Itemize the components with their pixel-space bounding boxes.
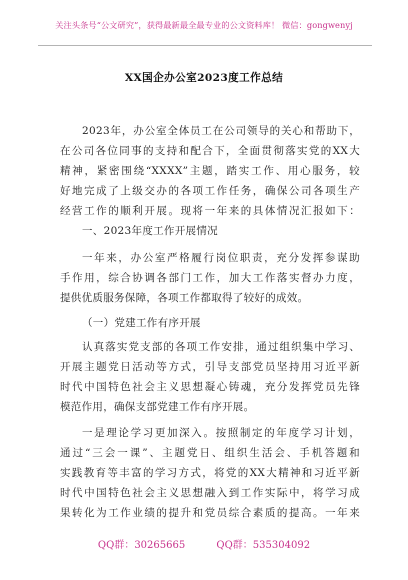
header-divider [38, 45, 372, 46]
paragraph-line: 在公司各位同事的支持和配合下，全面贯彻落实党的XX大 [60, 145, 360, 157]
paragraph-line: 一年来，办公室严格履行岗位职责，充分发挥参谋助 [82, 252, 360, 264]
section-heading: 一、2023年度工作开展情况 [82, 225, 218, 237]
header-notice: 关注头条号“公文研究”，获得最新最全最专业的公文资料库！ 微信：gongwenyj [55, 20, 353, 30]
paragraph-line: 提供优质服务保障，各项工作都取得了较好的成效。 [60, 292, 309, 304]
paragraph-line: 手作用，综合协调各部门工作，加大工作落实督办力度， [60, 272, 360, 284]
paragraph-line: 通过“三会一课”、主题党日、组织生活会、手机答题和 [60, 447, 360, 459]
document-title: XX国企办公室2023度工作总结 [124, 72, 284, 84]
paragraph-line: 时代中国特色社会主义思想融入到工作实际中，将学习成 [60, 487, 360, 499]
footer-contact [0, 536, 408, 551]
footer-qq-group-1: QQ群：30265665 [97, 540, 186, 551]
paragraph-line: 实践教育等丰富的学习方式，将党的XX大精神和习近平新 [60, 467, 360, 479]
subsection-heading: （一）党建工作有序开展 [82, 317, 201, 329]
paragraph-line: 经营工作的顺利开展。现将一年来的具体情况汇报如下： [60, 205, 360, 217]
paragraph-line: 一是理论学习更加深入。按照制定的年度学习计划， [82, 427, 360, 439]
footer-qq-group-2: QQ群：535304092 [216, 540, 311, 551]
paragraph-line: 好地完成了上级交办的各项工作任务，确保公司各项生产 [60, 185, 360, 197]
paragraph-line: 模范作用，确保支部党建工作有序开展。 [60, 401, 255, 413]
paragraph-line: 开展主题党日活动等方式，引导支部党员坚持用习近平新 [60, 361, 360, 373]
paragraph-line: 精神，紧密围绕“XXXX”主题，踏实工作、用心服务，较 [60, 165, 360, 177]
paragraph-line: 时代中国特色社会主义思想凝心铸魂，充分发挥党员先锋 [60, 381, 360, 393]
paragraph-line: 2023年，办公室全体员工在公司领导的关心和帮助下， [82, 125, 360, 137]
paragraph-line: 认真落实党支部的各项工作安排，通过组织集中学习、 [82, 341, 360, 353]
paragraph-line: 果转化为工作业绩的提升和党员综合素质的提高。一年来 [60, 507, 360, 519]
